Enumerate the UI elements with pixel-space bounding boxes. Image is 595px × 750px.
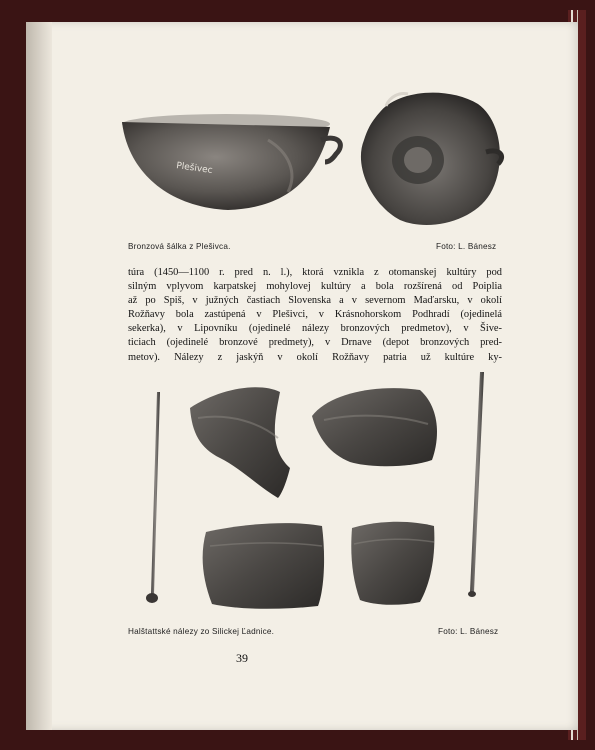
bronze-pin-left bbox=[146, 392, 160, 603]
cup-bottom-view bbox=[361, 93, 502, 225]
body-line: ticiach (ojedinelé bronzové predmety), v Drnave (depot bronzových pred- bbox=[128, 337, 502, 349]
bronze-pin-right bbox=[468, 372, 484, 597]
caption-bottom-left: Halštattské nálezy zo Silickej Ľadnice. bbox=[128, 627, 275, 636]
caption-top-left: Bronzová šálka z Plešivca. bbox=[128, 242, 231, 251]
body-line: silným vplyvom karpatskej mohylovej kultúry a bola rozšírená od Poiplia bbox=[128, 281, 502, 293]
body-line: metov). Nálezy z jaskýň v okolí Rožňavy patria už kultúre ky- bbox=[128, 351, 502, 363]
pottery-sherd-1 bbox=[190, 387, 290, 498]
body-line: Rožňavy bola zastúpená v Plešivci, v Krásnohorskom Podhradí (ojedinelá bbox=[128, 309, 502, 321]
body-text bbox=[128, 266, 502, 365]
body-line: túra (1450—1100 r. pred n. l.), ktorá vznikla z otomanskej kultúry pod bbox=[128, 267, 502, 278]
page-number: 39 bbox=[236, 651, 248, 665]
pottery-sherd-3 bbox=[203, 523, 324, 609]
photo-hallstatt-finds bbox=[140, 368, 500, 618]
body-line: až po Spiš, v južných častiach Slovenska a v severnom Maďarsku, v okolí bbox=[128, 295, 502, 307]
page-gutter bbox=[26, 22, 52, 730]
photo-bronze-cup bbox=[118, 82, 508, 242]
body-line: sekerka), v Lipovníku (ojedinelé nálezy bronzových predmetov), v Šive- bbox=[128, 323, 502, 335]
pottery-sherd-2 bbox=[312, 388, 437, 466]
caption-top-right: Foto: L. Bánesz bbox=[436, 242, 497, 251]
cup-side-view bbox=[122, 114, 340, 210]
pottery-sherd-4 bbox=[351, 522, 434, 605]
caption-bottom-right: Foto: L. Bánesz bbox=[438, 627, 499, 636]
handwritten-label: Plešivec bbox=[175, 161, 214, 177]
